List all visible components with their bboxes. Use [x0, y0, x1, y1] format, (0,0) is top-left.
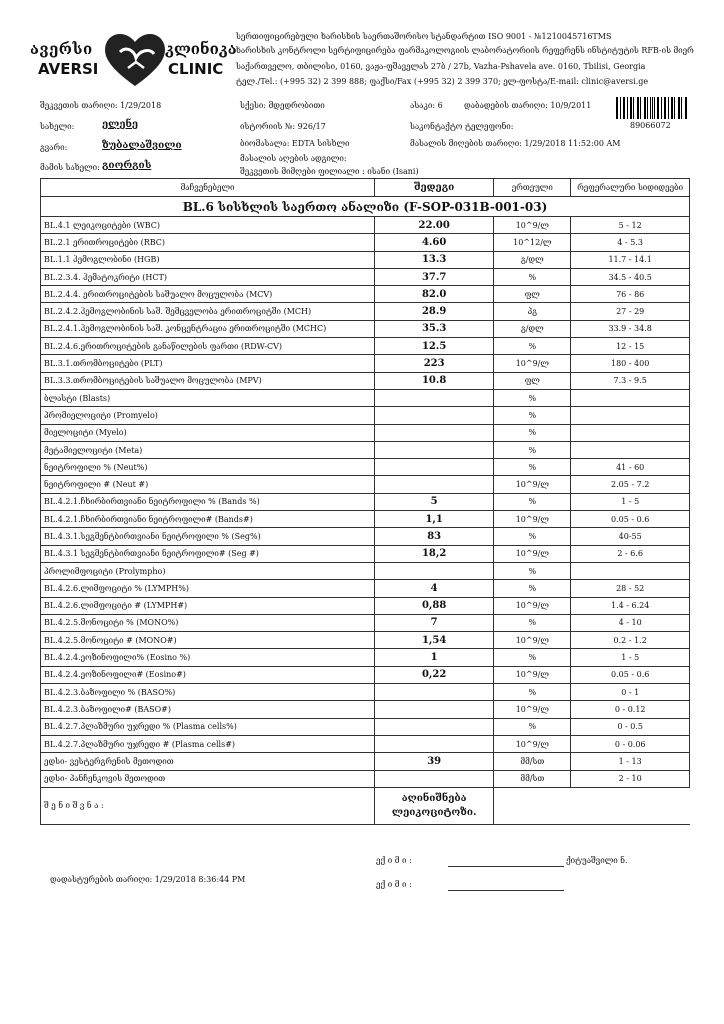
parameter-name: BL.4.2.4.ეოზინოფილი% (Eosino %): [41, 649, 375, 666]
reference-range: 0 - 0.5: [571, 718, 690, 735]
table-row: [41, 545, 690, 562]
reference-range: 2.05 - 7.2: [571, 476, 690, 493]
header-reference: რეფერალური სიდიდეები: [571, 179, 690, 197]
barcode: [616, 97, 688, 119]
parameter-name: BL.4.2.5.მონოციტი % (MONO%): [41, 614, 375, 631]
table-row: [41, 770, 690, 787]
parameter-name: BL.4.2.6.ლიმფოციტი # (LYMPH#): [41, 597, 375, 614]
parameter-name: BL.4.2.5.მონოციტი # (MONO#): [41, 632, 375, 649]
order-date: შეკვეთის თარიღი: 1/29/2018: [40, 101, 162, 110]
unit-value: 10^9/ლ: [494, 701, 571, 718]
unit-value: %: [494, 424, 571, 441]
result-value: 83: [375, 528, 494, 545]
parameter-name: ედსი- პანჩენკოვის მეთოდით: [41, 770, 375, 787]
contact-phone: საკონტაქტო ტელეფონი:: [410, 122, 514, 131]
unit-value: %: [494, 389, 571, 406]
parameter-name: BL.4.3.1 სეგმენტბირთვიანი ნეიტროფილი# (Seg #): [41, 545, 375, 562]
unit-value: %: [494, 562, 571, 579]
reference-range: 11.7 - 14.1: [571, 251, 690, 268]
conclusion-value: აღინიშნება ლეიკოციტოზი.: [375, 787, 494, 824]
header-result: შედეგი: [375, 179, 494, 197]
table-row: [41, 684, 690, 701]
result-value: [375, 441, 494, 458]
unit-value: %: [494, 580, 571, 597]
reference-range: 1 - 5: [571, 493, 690, 510]
reference-range: 4 - 5.3: [571, 234, 690, 251]
result-value: 223: [375, 355, 494, 372]
table-row: [41, 251, 690, 268]
reference-range: 76 - 86: [571, 286, 690, 303]
unit-value: პგ: [494, 303, 571, 320]
logo-heart-icon: [100, 28, 170, 90]
reference-range: 2 - 6.6: [571, 545, 690, 562]
result-value: [375, 459, 494, 476]
result-value: 4: [375, 580, 494, 597]
result-value: [375, 701, 494, 718]
reference-range: [571, 389, 690, 406]
unit-value: %: [494, 649, 571, 666]
conclusion-empty-cell: [494, 787, 690, 824]
table-row: [41, 286, 690, 303]
doctor1-label: ექ ი მ ი :: [376, 856, 412, 865]
parameter-name: პროლიმფოციტი (Prolympho): [41, 562, 375, 579]
reference-range: 33.9 - 34.8: [571, 320, 690, 337]
unit-value: 10^12/ლ: [494, 234, 571, 251]
reference-range: 27 - 29: [571, 303, 690, 320]
unit-value: 10^9/ლ: [494, 545, 571, 562]
barcode-bar: [661, 97, 662, 119]
parameter-name: BL.4.2.4.ეოზინოფილი# (Eosino#): [41, 666, 375, 683]
reference-range: 0 - 0.12: [571, 701, 690, 718]
doctor1-signature-line: [448, 866, 564, 867]
result-value: 4.60: [375, 234, 494, 251]
reference-range: 1 - 5: [571, 649, 690, 666]
result-value: 35.3: [375, 320, 494, 337]
result-value: 10.8: [375, 372, 494, 389]
patient-sex: სქესი: მდედრობითი: [240, 101, 325, 110]
reference-range: 2 - 10: [571, 770, 690, 787]
reference-range: 4 - 10: [571, 614, 690, 631]
unit-value: 10^9/ლ: [494, 511, 571, 528]
parameter-name: BL.3.3.თრომბოციტების საშუალო მოცულობა (MPV): [41, 372, 375, 389]
table-row: [41, 493, 690, 510]
reference-range: [571, 424, 690, 441]
parameter-name: ნეიტროფილი % (Neut%): [41, 459, 375, 476]
barcode-bar: [640, 97, 641, 119]
table-row: [41, 701, 690, 718]
parameter-name: BL.2.4.2.ჰემოგლობინის საშ. შემცველობა ერითროციტში (MCH): [41, 303, 375, 320]
table-row: [41, 614, 690, 631]
reference-range: 0 - 1: [571, 684, 690, 701]
table-row: [41, 666, 690, 683]
result-value: 0,88: [375, 597, 494, 614]
unit-value: 10^9/ლ: [494, 632, 571, 649]
doctor1-name: ქიტუაშვილი ნ.: [566, 856, 628, 865]
table-row: [41, 320, 690, 337]
table-row: [41, 735, 690, 752]
unit-value: %: [494, 338, 571, 355]
reference-range: 40-55: [571, 528, 690, 545]
reference-range: [571, 407, 690, 424]
material-received-date: მასალის მიღების თარიღი: 1/29/2018 11:52:00 AM: [410, 139, 621, 148]
parameter-name: მიელოციტი (Myelo): [41, 424, 375, 441]
unit-value: %: [494, 407, 571, 424]
table-header-row: [41, 179, 690, 197]
header-line-4: ტელ./Tel.: (+995 32) 2 399 888; ფაქსი/Fax (+995 32) 2 399 370; ელ-ფოსტა/E-mail: clinic@aversi.ge: [236, 77, 649, 86]
result-value: 37.7: [375, 268, 494, 285]
unit-value: 10^9/ლ: [494, 476, 571, 493]
logo-text-georgian-2: კლინიკა: [165, 40, 237, 58]
table-row: [41, 476, 690, 493]
parameter-name: BL.2.3.4. ჰემატოკრიტი (HCT): [41, 268, 375, 285]
reference-range: 0.05 - 0.6: [571, 666, 690, 683]
reference-range: 1.4 - 6.24: [571, 597, 690, 614]
reference-range: 12 - 15: [571, 338, 690, 355]
parameter-name: BL.2.4.1.ჰემოგლობინის საშ. კონცენტრაცია ერითროციტში (MCHC): [41, 320, 375, 337]
reference-range: 180 - 400: [571, 355, 690, 372]
parameter-name: BL.4.2.1.ჩხირბირთვიანი ნეიტროფილი# (Bands#): [41, 511, 375, 528]
header-line-3: საქართველო, თბილისი, 0160, ვაჟა-ფშაველას 27ბ / 27b, Vazha-Pshavela ave. 0160, Tbilisi, Georgia: [236, 62, 646, 71]
reference-range: 0.2 - 1.2: [571, 632, 690, 649]
reference-range: 1 - 13: [571, 753, 690, 770]
parameter-name: BL.4.3.1.სეგმენტბირთვიანი ნეიტროფილი % (Seg%): [41, 528, 375, 545]
unit-value: %: [494, 718, 571, 735]
reference-range: 41 - 60: [571, 459, 690, 476]
unit-value: 10^9/ლ: [494, 597, 571, 614]
table-row: [41, 597, 690, 614]
table-row: [41, 355, 690, 372]
table-row: [41, 268, 690, 285]
table-row: [41, 234, 690, 251]
result-value: [375, 389, 494, 406]
unit-value: ფლ: [494, 286, 571, 303]
result-value: [375, 718, 494, 735]
table-row: [41, 528, 690, 545]
result-value: 1: [375, 649, 494, 666]
parameter-name: BL.2.1 ერითროციტები (RBC): [41, 234, 375, 251]
table-row: [41, 632, 690, 649]
table-row: [41, 511, 690, 528]
table-row: [41, 303, 690, 320]
parameter-name: პრომიელოციტი (Promyelo): [41, 407, 375, 424]
parameter-name: BL.2.4.6.ერითროციტების განაწილების ფართი (RDW-CV): [41, 338, 375, 355]
conclusion-label: შ ე ნ ი შ ვ ნ ა :: [41, 787, 375, 824]
father-label: მამის სახელი:: [40, 163, 100, 172]
unit-value: მმ/სთ: [494, 770, 571, 787]
table-row: [41, 389, 690, 406]
result-value: 1,1: [375, 511, 494, 528]
reference-range: 5 - 12: [571, 217, 690, 234]
header-line-2: ხარისხის კონტროლი სერტიფიცირება ფარმაკოლოგიის ლაბორატორიის რეფერენს ინსტიტუტის RFB-ის მიერ: [236, 46, 694, 55]
result-value: [375, 735, 494, 752]
result-value: [375, 424, 494, 441]
table-row: [41, 562, 690, 579]
reference-range: [571, 441, 690, 458]
conclusion-row: [41, 787, 690, 824]
unit-value: %: [494, 441, 571, 458]
results-table: [40, 178, 690, 825]
parameter-name: BL.4.1 ლეიკოციტები (WBC): [41, 217, 375, 234]
parameter-name: მეტამიელოციტი (Meta): [41, 441, 375, 458]
history-number: ისტორიის №: 926/17: [240, 122, 326, 131]
result-value: [375, 684, 494, 701]
parameter-name: ნეიტროფილი # (Neut #): [41, 476, 375, 493]
unit-value: 10^9/ლ: [494, 217, 571, 234]
logo-text-georgian: ავერსი: [30, 40, 93, 58]
logo-text-english: AVERSI: [38, 60, 99, 78]
table-row: [41, 217, 690, 234]
result-value: 22.00: [375, 217, 494, 234]
parameter-name: BL.2.4.4. ერითროციტების საშუალო მოცულობა (MCV): [41, 286, 375, 303]
unit-value: გ/დლ: [494, 320, 571, 337]
parameter-name: BL.4.2.7.პლაზმური უჯრედი % (Plasma cells%): [41, 718, 375, 735]
analysis-title: BL.6 სისხლის საერთო ანალიზი (F-SOP-031B-001-03): [41, 197, 690, 217]
table-row: [41, 649, 690, 666]
unit-value: %: [494, 614, 571, 631]
patient-father: გიორგის: [102, 160, 152, 171]
sampling-place: მასალის აღების ადგილი:: [240, 154, 347, 163]
birth-date: დაბადების თარიღი: 10/9/2011: [464, 101, 592, 110]
result-value: [375, 476, 494, 493]
unit-value: მმ/სთ: [494, 753, 571, 770]
table-title-row: [41, 197, 690, 217]
table-row: [41, 372, 690, 389]
patient-surname: ზუბალაშვილი: [102, 140, 182, 151]
result-value: 28.9: [375, 303, 494, 320]
barcode-bar: [678, 97, 679, 119]
reference-range: 7.3 - 9.5: [571, 372, 690, 389]
reference-range: 34.5 - 40.5: [571, 268, 690, 285]
reference-range: [571, 562, 690, 579]
unit-value: %: [494, 493, 571, 510]
table-row: [41, 424, 690, 441]
header-parameter: მაჩვენებელი: [41, 179, 375, 197]
unit-value: 10^9/ლ: [494, 666, 571, 683]
result-value: 1,54: [375, 632, 494, 649]
parameter-name: ედსი- ვესტერგრენის მეთოდით: [41, 753, 375, 770]
reference-range: 0 - 0.06: [571, 735, 690, 752]
result-value: [375, 407, 494, 424]
confirmation-date: დადასტურების თარიღი: 1/29/2018 8:36:44 PM: [50, 875, 246, 884]
result-value: 5: [375, 493, 494, 510]
parameter-name: BL.1.1 ჰემოგლობინი (HGB): [41, 251, 375, 268]
table-row: [41, 441, 690, 458]
parameter-name: BL.3.1.თრომბოციტები (PLT): [41, 355, 375, 372]
table-row: [41, 338, 690, 355]
result-value: 18,2: [375, 545, 494, 562]
parameter-name: BL.4.2.1.ჩხირბირთვიანი ნეიტროფილი % (Bands %): [41, 493, 375, 510]
unit-value: %: [494, 684, 571, 701]
result-value: [375, 770, 494, 787]
result-value: 13.3: [375, 251, 494, 268]
result-value: 7: [375, 614, 494, 631]
unit-value: ფლ: [494, 372, 571, 389]
parameter-name: BL.4.2.3.ბაზოფილი# (BASO#): [41, 701, 375, 718]
result-value: 12.5: [375, 338, 494, 355]
logo-text-english-2: CLINIC: [168, 60, 224, 78]
order-branch: შეკვეთის მიმღები ფილიალი : ისანი (Isani): [240, 167, 419, 176]
doctor2-signature-line: [448, 890, 564, 891]
unit-value: %: [494, 459, 571, 476]
biomaterial: ბიომასალა: EDTA სისხლი: [240, 139, 350, 148]
result-value: [375, 562, 494, 579]
table-row: [41, 718, 690, 735]
header-line-1: სერთიფიცირებული ხარისხის საერთაშორისო სტანდარტით ISO 9001 - №1210045716TMS: [236, 32, 612, 41]
unit-value: 10^9/ლ: [494, 735, 571, 752]
unit-value: %: [494, 268, 571, 285]
header-unit: ერთეული: [494, 179, 571, 197]
patient-age: ასაკი: 6: [410, 101, 443, 110]
surname-label: გვარი:: [40, 143, 68, 152]
barcode-bar: [624, 97, 625, 119]
result-value: 82.0: [375, 286, 494, 303]
result-value: 0,22: [375, 666, 494, 683]
name-label: სახელი:: [40, 122, 75, 131]
reference-range: 0.05 - 0.6: [571, 511, 690, 528]
parameter-name: BL.4.2.6.ლიმფოციტი % (LYMPH%): [41, 580, 375, 597]
table-row: [41, 459, 690, 476]
reference-range: 28 - 52: [571, 580, 690, 597]
patient-name: ელენე: [102, 119, 139, 130]
doctor2-label: ექ ი მ ი :: [376, 880, 412, 889]
table-row: [41, 753, 690, 770]
parameter-name: BL.4.2.7.პლაზმური უჯრედი # (Plasma cells#): [41, 735, 375, 752]
unit-value: 10^9/ლ: [494, 355, 571, 372]
barcode-number: 89066072: [630, 121, 671, 130]
parameter-name: ბლასტი (Blasts): [41, 389, 375, 406]
parameter-name: BL.4.2.3.ბაზოფილი % (BASO%): [41, 684, 375, 701]
unit-value: გ/დლ: [494, 251, 571, 268]
result-value: 39: [375, 753, 494, 770]
table-row: [41, 407, 690, 424]
unit-value: %: [494, 528, 571, 545]
table-row: [41, 580, 690, 597]
